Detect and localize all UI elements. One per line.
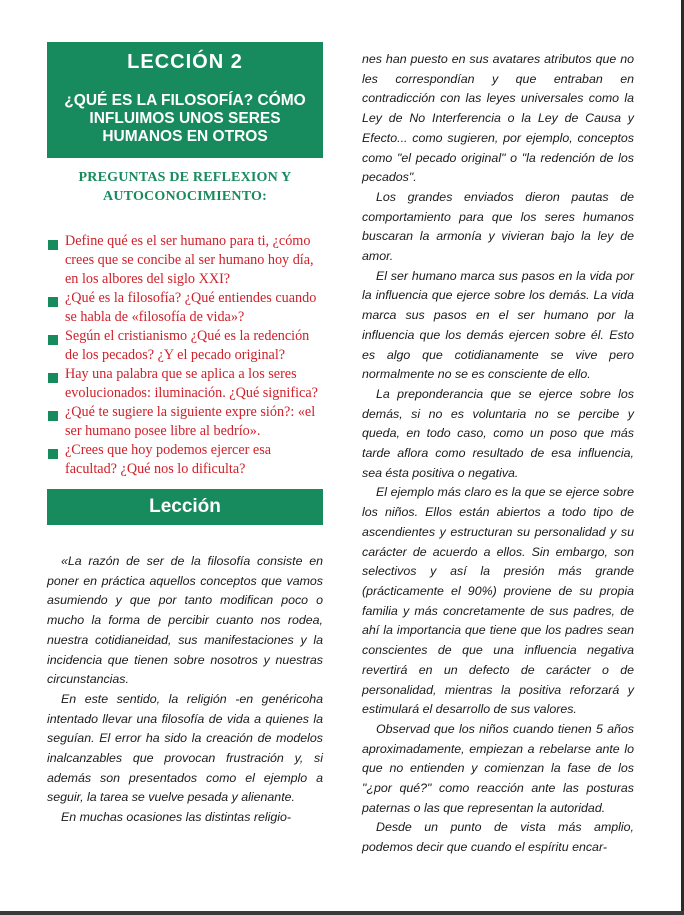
- green-square-bullet-icon: [48, 240, 58, 250]
- body-paragraph: El ejemplo más claro es la que se ejerce sobre los niños. Ellos están abiertos a todo tipo de ascendientes y estructuran su personalidad y su carácter de acuerdo a ellos. Sin embargo, son selectivos y así la presión más grande (prácticamente el 90%) proviene de su propia familia y más concretamente de sus padres, de ahí la importancia que tiene que los padres sean conscientes de que una influencia negativa revertirá en un defecto de carácter o de personalidad, mientras la positiva reforzará y estimulará el desarrollo de sus valores.: [362, 485, 634, 717]
- left-column: [47, 42, 323, 828]
- question-item: [47, 327, 323, 365]
- lesson-title-banner: [47, 42, 323, 158]
- lesson-title: ¿QUÉ ES LA FILOSOFÍA? CÓMO INFLUIMOS UNOS SERES HUMANOS EN OTROS: [64, 92, 306, 145]
- body-paragraph: El ser humano marca sus pasos en la vida por la influencia que ejerce sobre los demás. La vida marca sus pasos en el ser humano por la influencia que los demás ejercen sobre él. Esto es algo que cotidianamente se vive pero normalmente no se es consciente de ello.: [362, 268, 634, 382]
- body-paragraph: Desde un punto de vista más amplio, podemos decir que cuando el espíritu encar-: [362, 820, 634, 855]
- reflection-questions: [47, 232, 323, 479]
- green-square-bullet-icon: [48, 449, 58, 459]
- section-heading-banner: Lección: [47, 489, 323, 525]
- body-paragraph: En este sentido, la religión -en genéricoha intentado llevar una filosofía de vida a quienes la seguían. El error ha sido la creación de modelos inalcanzables que provocan frustración y, si además son presentados como el ejemplo a seguir, la tarea se vuelve pesada y alienante.: [47, 691, 323, 805]
- lesson-number: LECCIÓN 2: [127, 51, 243, 73]
- question-text: ¿Qué es la filosofía? ¿Qué entiendes cuando se habla de «filosofía de vida»?: [65, 290, 317, 325]
- body-paragraph: En muchas ocasiones las distintas religio-: [61, 810, 292, 825]
- body-paragraph: Observad que los niños cuando tienen 5 años aproximadamente, empiezan a rebelarse ante lo que no entienden y comienzan la fase de los "¿por qué?" como reacción ante las posturas paternas o las que representan la autoridad.: [362, 721, 634, 815]
- question-text: ¿Crees que hoy podemos ejercer esa facultad? ¿Qué nos lo dificulta?: [65, 442, 272, 477]
- question-item: [47, 289, 323, 327]
- question-text: Hay una palabra que se aplica a los seres evolucionados: iluminación. ¿Qué significa?: [65, 366, 318, 401]
- green-square-bullet-icon: [48, 335, 58, 345]
- body-paragraph: La preponderancia que se ejerce sobre los demás, si no es voluntaria no se percibe y queda, en todo caso, como un poso que más tarde aflora como resultado de esa influencia, sea ésta positiva o negativa.: [362, 386, 634, 480]
- green-square-bullet-icon: [48, 411, 58, 421]
- question-item: [47, 441, 323, 479]
- body-paragraph: «La razón de ser de la filosofía consiste en poner en práctica aquellos conceptos que vamos asumiendo y que por tanto modifican poco o mucho la forma de percibir cuanto nos rodea, nuestra cotidianeidad, sus manifestaciones y la incidencia que tienen sobre nosotros y nuestras circunstancias.: [47, 554, 323, 687]
- question-text: Según el cristianismo ¿Qué es la redención de los pecados? ¿Y el pecado original?: [65, 328, 310, 363]
- left-body-text: [47, 552, 323, 828]
- question-item: [47, 365, 323, 403]
- body-paragraph: Los grandes enviados dieron pautas de comportamiento para que los seres humanos buscaran la armonía y vivieran bajo la ley de amor.: [362, 189, 634, 264]
- reflection-heading: PREGUNTAS DE REFLEXION Y AUTOCONOCIMIENTO:: [78, 170, 292, 204]
- question-item: [47, 232, 323, 289]
- question-text: ¿Qué te sugiere la siguiente expre sión?: «el ser humano posee libre al bedrío».: [65, 404, 316, 439]
- body-paragraph: nes han puesto en sus avatares atributos que no les correspondían y que entraban en contradicción con las leyes universales como la Ley de No Interferencia o la Ley de Causa y Efecto... como sugieren, por ejemplo, conceptos como "el pecado original" o "la redención de los pecados".: [362, 52, 634, 185]
- question-text: Define qué es el ser humano para ti, ¿cómo crees que se concibe al ser humano hoy día, en los albores del siglo XXI?: [65, 233, 314, 287]
- green-square-bullet-icon: [48, 297, 58, 307]
- question-item: [47, 403, 323, 441]
- green-square-bullet-icon: [48, 373, 58, 383]
- page-edge-bottom: [0, 911, 684, 915]
- right-column: [362, 50, 634, 858]
